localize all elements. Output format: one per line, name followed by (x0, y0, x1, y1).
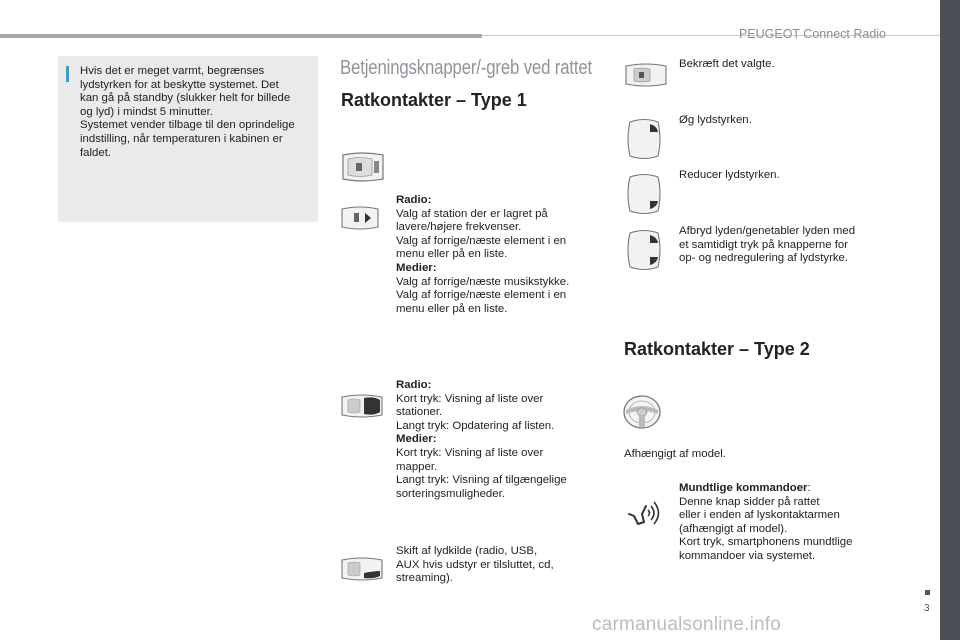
volume-down-icon (624, 173, 664, 215)
volume-down-text: Reducer lydstyrken. (679, 169, 780, 181)
page-sidebar (940, 0, 960, 640)
steering-wheel-icon (622, 394, 662, 430)
radio-desc-2: Kort tryk: Visning af liste over stationer. Langt tryk: Opdatering af listen. (396, 392, 555, 432)
watermark: carmanualsonline.info (592, 614, 782, 635)
seek-button-icon (340, 205, 380, 231)
voice-command-icon (626, 500, 662, 528)
header-title: PEUGEOT Connect Radio (738, 27, 886, 41)
radio-label-2: Radio: (396, 379, 432, 391)
volume-up-icon (624, 118, 664, 160)
page-number: 3 (924, 603, 930, 614)
type1-item1-text (396, 194, 596, 316)
confirm-text: Bekræft det valgte. (679, 58, 775, 70)
media-desc-2: Kort tryk: Visning af liste over mapper. Langt tryk: Visning af tilgængelige sorteringsmuligheder. (396, 446, 567, 500)
voice-command-text (679, 482, 889, 564)
type2-depends-text: Afhængigt af model. (624, 448, 726, 460)
radio-label: Radio: (396, 194, 432, 206)
voice-command-label: Mundtlige kommandoer (679, 482, 808, 494)
type1-item3-text: Skift af lydkilde (radio, USB, AUX hvis udstyr er tilsluttet, cd, streaming). (396, 545, 554, 585)
info-note-text: Hvis det er meget varmt, begrænses lydstyrken for at beskytte systemet. Det kan gå på standby (slukker helt for billede og lyd) i mindst 5 minutter. Systemet vender tilbage til den oprindelige indstilling, når temperaturen i kabinen er faldet. (80, 65, 295, 159)
type1-heading: Ratkontakter – Type 1 (341, 90, 527, 110)
radio-desc: Valg af station der er lagret på lavere/højere frekvenser. Valg af forrige/næste element i en menu eller på en liste. (396, 207, 567, 261)
mute-icon (624, 229, 664, 271)
confirm-button-icon (624, 62, 668, 88)
section-title: Betjeningsknapper/-greb ved rattet (340, 57, 593, 79)
steering-control-type1-icon (340, 150, 386, 184)
continue-marker (925, 590, 930, 595)
media-label: Medier: (396, 261, 437, 274)
type1-item2-text (396, 379, 596, 501)
header-rule (0, 34, 482, 38)
media-label-2: Medier: (396, 433, 437, 446)
info-note (58, 56, 318, 222)
list-button-icon (340, 393, 384, 419)
volume-up-text: Øg lydstyrken. (679, 114, 752, 126)
media-desc: Valg af forrige/næste musikstykke. Valg af forrige/næste element i en menu eller på en liste. (396, 275, 570, 315)
voice-command-desc: Denne knap sidder på rattet eller i enden af lyskontaktarmen (afhængigt af model). Kort tryk, smartphonens mundtlige kommandoer via systemet. (679, 495, 853, 562)
type2-heading: Ratkontakter – Type 2 (624, 339, 810, 359)
voice-label-colon: : (807, 482, 811, 494)
mute-text: Afbryd lyden/genetabler lyden med et samtidigt tryk på knapperne for op- og nedregulering af lydstyrke. (679, 225, 856, 265)
source-button-icon (340, 556, 384, 582)
info-marker-icon (66, 66, 69, 82)
